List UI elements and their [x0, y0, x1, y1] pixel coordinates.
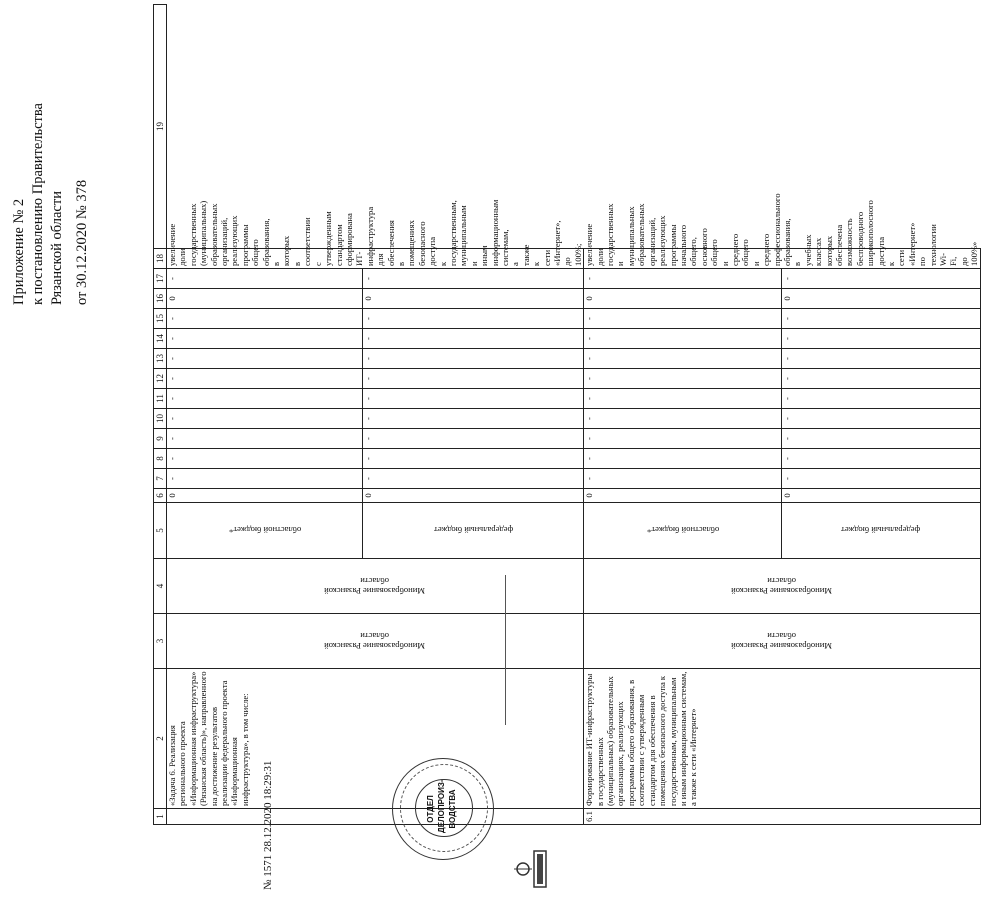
value-cell: -: [584, 329, 782, 349]
value-cell: -: [584, 369, 782, 389]
co-executor: Минобразование Рязанской области: [731, 576, 833, 596]
funding-source: областной бюджет*: [228, 525, 301, 536]
col-header: 6: [154, 489, 167, 503]
value-cell: -: [363, 349, 584, 369]
col-header: 14: [154, 329, 167, 349]
value-cell: -: [363, 469, 584, 489]
value-cell: -: [584, 409, 782, 429]
col-header: 12: [154, 369, 167, 389]
value-cell: -: [167, 389, 363, 409]
col-header: 16: [154, 289, 167, 309]
col-header: 4: [154, 559, 167, 614]
appendix-date: от 30.12.2020 № 378: [74, 179, 90, 305]
seal-text: ВОДСТВА: [448, 789, 457, 829]
appendix-region: Рязанской области: [49, 191, 65, 305]
value-cell: -: [782, 269, 980, 289]
result-description: увеличение доли государственных и муниципальных образовательных организаций, реализующих программы начального общего, основного общего и среднего общего и среднего профессионального образования, в учебных классах которых обеспечена возможность беспроводного широкополосного доступа к сети «Интернет» по технологии Wi-Fi, до 100%»: [584, 249, 980, 269]
task-name: «Задача 6. Реализация регионального проекта «Информационная инфраструктура» (Рязанская область)», направленного на достижение результатов реализации федерального проекта «Информационная инфраструктура», в том числе:: [167, 669, 584, 809]
subtask-row: [584, 5, 782, 825]
col-header: 13: [154, 349, 167, 369]
value-cell: -: [363, 429, 584, 449]
funding-source: федеральный бюджет: [433, 525, 513, 536]
value-cell: -: [782, 429, 980, 449]
value-cell: -: [584, 469, 782, 489]
value-cell: -: [167, 469, 363, 489]
col-header: 8: [154, 449, 167, 469]
document-system-logo-icon: [510, 848, 550, 890]
value-cell: -: [782, 389, 980, 409]
appendix-subtitle: к постановлению Правительства: [30, 103, 46, 305]
col-header: 11: [154, 389, 167, 409]
value-cell: 0: [363, 289, 584, 309]
col-header: 5: [154, 503, 167, 559]
official-seal: [392, 758, 494, 860]
value-cell: -: [167, 449, 363, 469]
funding-source: областной бюджет*: [646, 525, 719, 536]
funding-source: федеральный бюджет: [841, 525, 921, 536]
value-cell: -: [363, 309, 584, 329]
col-header: 3: [154, 614, 167, 669]
value-cell: 0: [584, 289, 782, 309]
value-cell: -: [363, 329, 584, 349]
col-header: 7: [154, 469, 167, 489]
col-header: 18: [154, 249, 167, 269]
value-cell: 0: [782, 289, 980, 309]
value-cell: -: [584, 309, 782, 329]
value-cell: -: [584, 449, 782, 469]
executor: Минобразование Рязанской области: [324, 631, 426, 651]
col-header: 1: [154, 809, 167, 825]
col-header: 15: [154, 309, 167, 329]
row-number: 6.1: [584, 809, 980, 825]
value-cell: -: [167, 369, 363, 389]
value-cell: -: [167, 429, 363, 449]
value-cell: 0: [363, 489, 584, 503]
row-number: [167, 809, 584, 825]
task-row: [167, 5, 363, 825]
value-cell: -: [167, 409, 363, 429]
value-cell: -: [584, 389, 782, 409]
value-cell: -: [363, 389, 584, 409]
col-header: 19: [154, 5, 167, 249]
value-cell: -: [584, 349, 782, 369]
seal-text: ДЕЛОПРОИЗ-: [437, 779, 446, 833]
divider-line: [505, 575, 506, 725]
executor: Минобразование Рязанской области: [731, 631, 833, 651]
appendix-header: [10, 15, 92, 305]
result-description: увеличение доли государственных (муниципальных) образовательных организаций, реализующих программы общего образования, в которых в соответствии с утвержденным стандартом сформирована ИТ-инфраструктура для обеспечения в помещениях безопасного доступа к государственным, муниципальным и иным информационным системам, а также к сети «Интернет», до 100%;: [167, 249, 584, 269]
subtask-name: Формирование ИТ-инфраструктуры в государственных (муниципальных) образовательных организациях, реализующих программы общего образования, в соответствии с утвержденным стандартом для обеспечения в помещениях безопасного доступа к государственным, муниципальным и иным информационным системам, а также к сети «Интернет»: [584, 669, 980, 809]
value-cell: -: [363, 409, 584, 429]
header-row: [154, 5, 167, 825]
value-cell: -: [782, 309, 980, 329]
value-cell: -: [167, 329, 363, 349]
value-cell: -: [782, 349, 980, 369]
value-cell: 0: [782, 489, 980, 503]
value-cell: 0: [167, 289, 363, 309]
value-cell: 0: [167, 489, 363, 503]
value-cell: -: [782, 369, 980, 389]
co-executor: Минобразование Рязанской области: [324, 576, 426, 596]
value-cell: -: [167, 269, 363, 289]
col-header: 17: [154, 269, 167, 289]
program-table: [153, 4, 981, 825]
value-cell: -: [782, 469, 980, 489]
value-cell: 0: [584, 489, 782, 503]
value-cell: -: [167, 309, 363, 329]
value-cell: -: [363, 449, 584, 469]
value-cell: -: [782, 409, 980, 429]
value-cell: -: [363, 269, 584, 289]
value-cell: -: [782, 449, 980, 469]
appendix-title: Приложение № 2: [11, 198, 27, 305]
col-header: 9: [154, 429, 167, 449]
col-header: 2: [154, 669, 167, 809]
value-cell: -: [584, 269, 782, 289]
seal-text: ОТДЕЛ: [426, 795, 435, 823]
value-cell: -: [584, 429, 782, 449]
value-cell: -: [782, 329, 980, 349]
value-cell: -: [167, 349, 363, 369]
registration-note: № 1571 28.12.2020 18:29:31: [262, 760, 274, 890]
col-header: 10: [154, 409, 167, 429]
value-cell: -: [363, 369, 584, 389]
